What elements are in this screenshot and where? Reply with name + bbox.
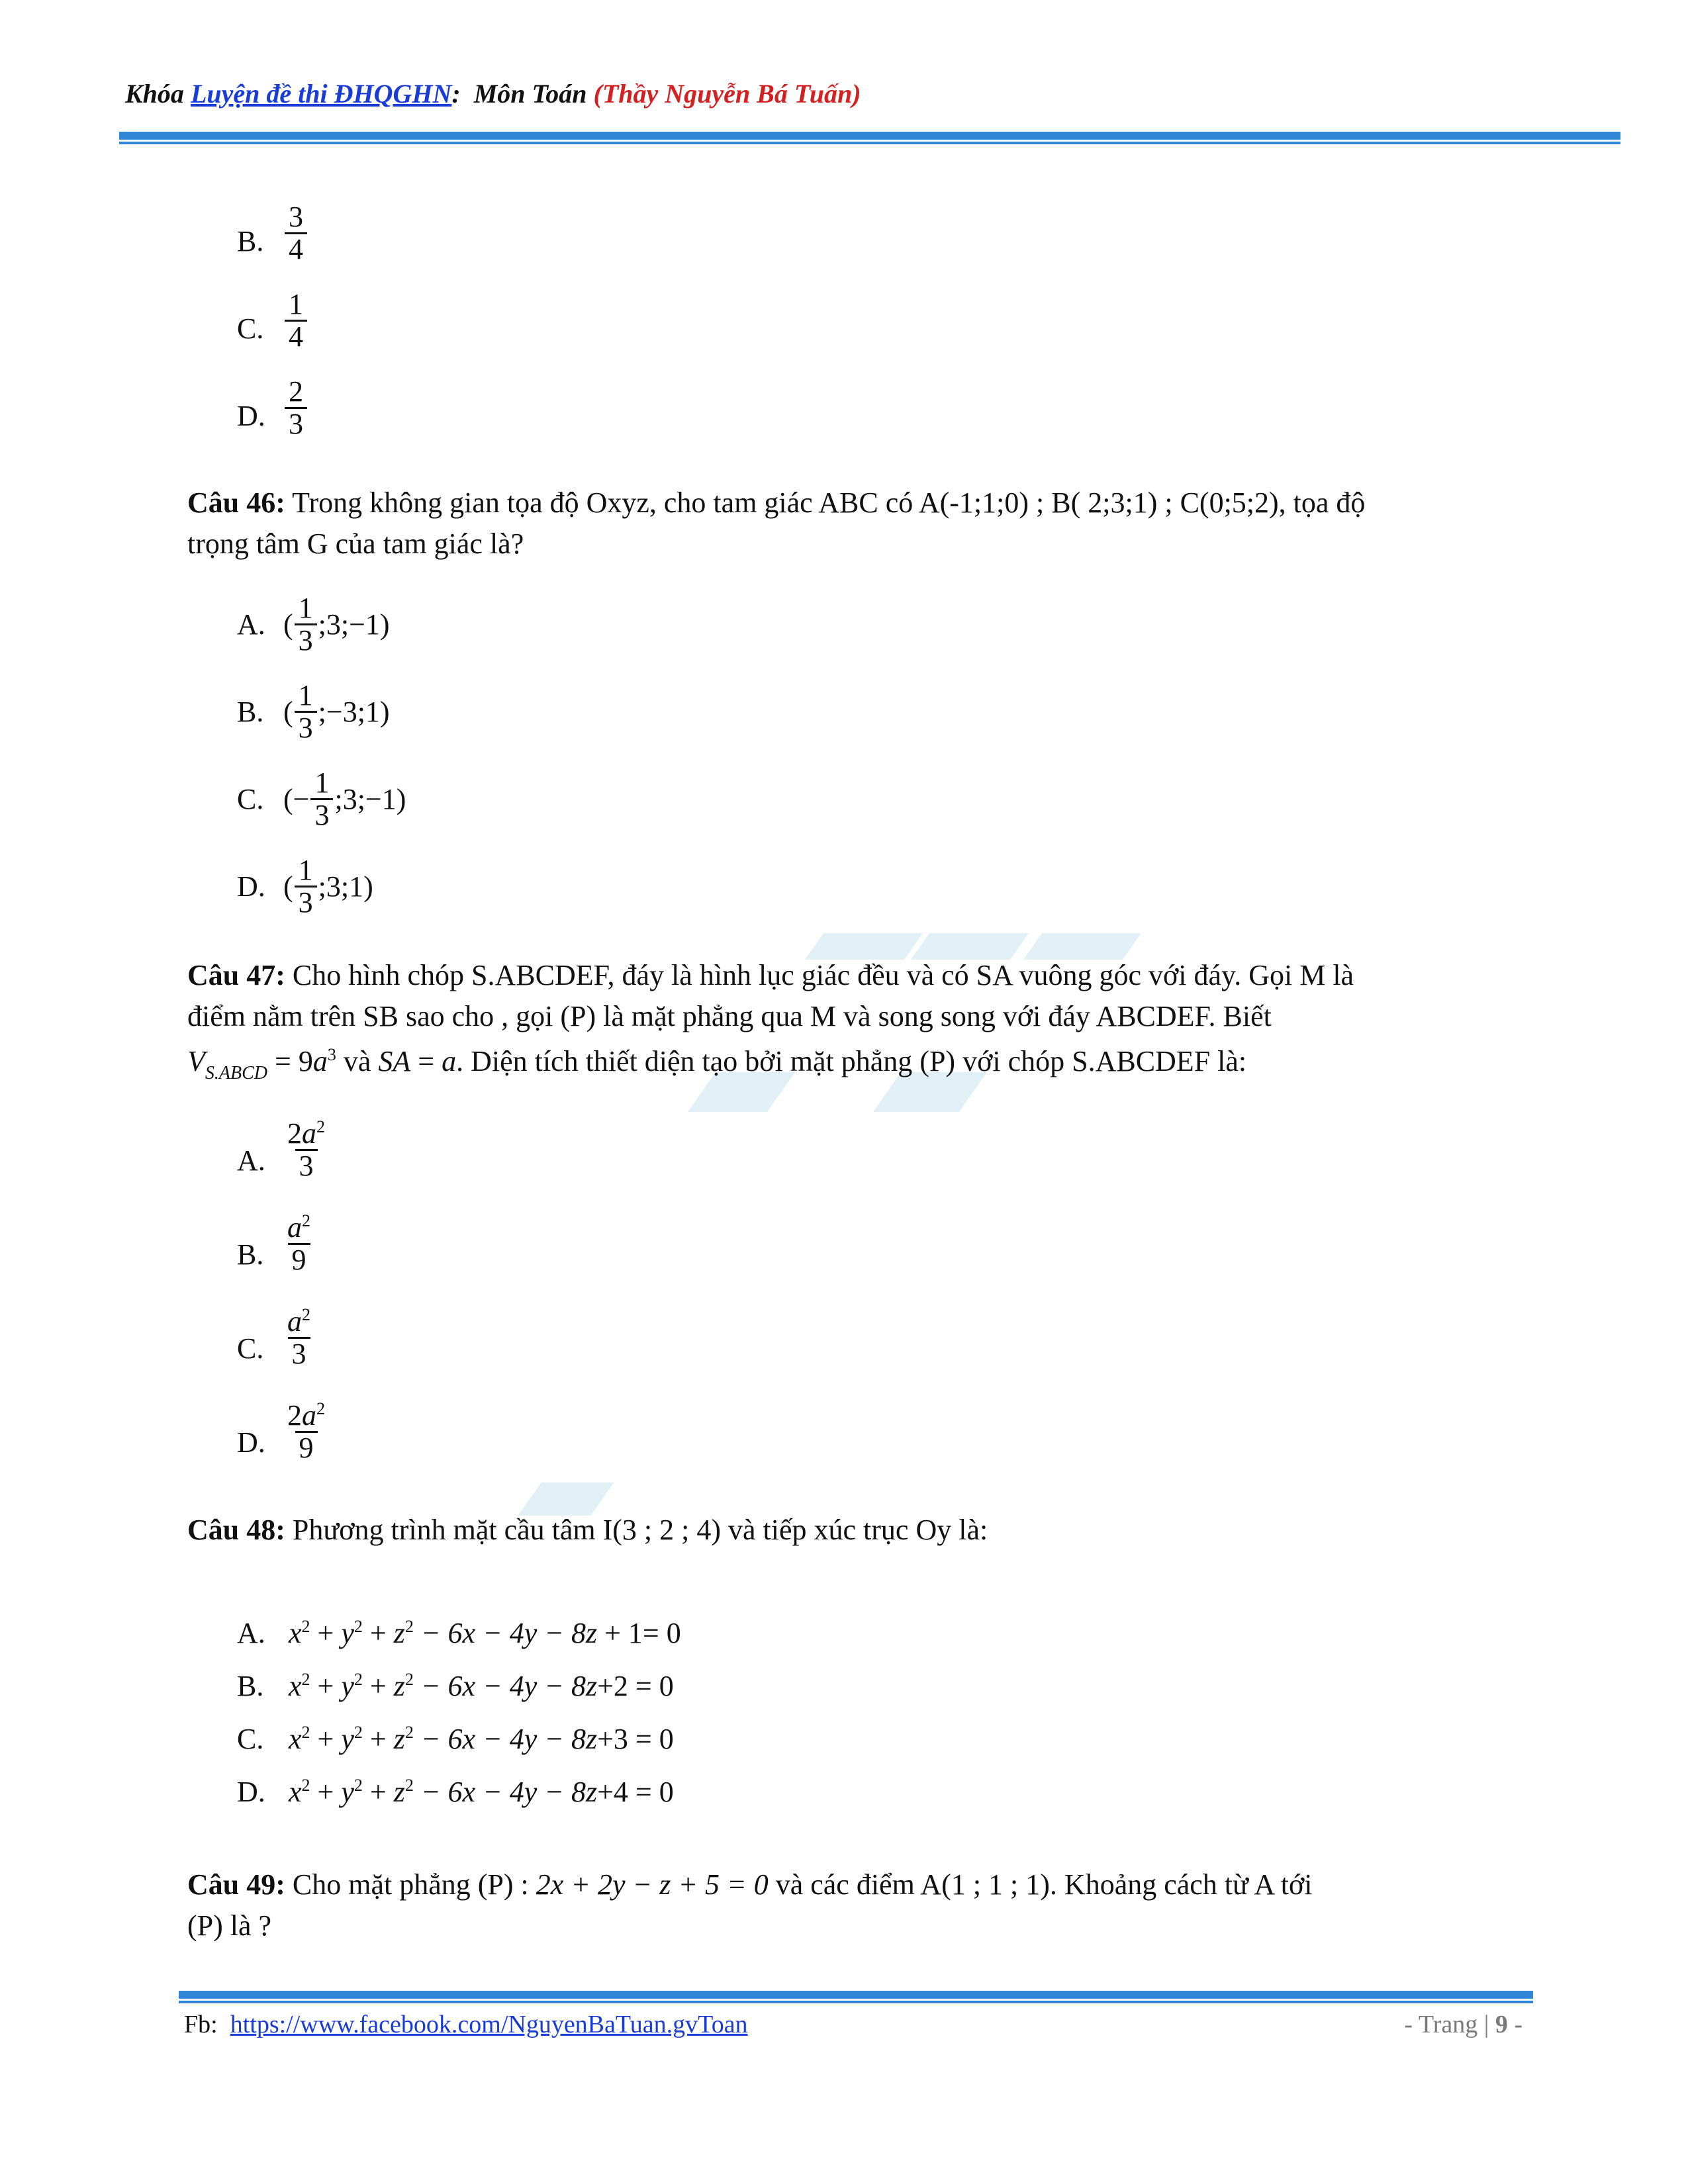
header-rule-thin xyxy=(119,142,1620,144)
q47-option-b[interactable] xyxy=(237,1212,568,1292)
q48-text xyxy=(187,1510,988,1550)
footer-rule-thin xyxy=(179,2001,1533,2003)
q46-option-d[interactable] xyxy=(237,850,634,923)
option-letter: B. xyxy=(237,696,264,728)
numerator xyxy=(283,1306,314,1337)
fraction xyxy=(285,377,307,439)
page-header xyxy=(125,78,861,109)
denominator: 3 xyxy=(285,407,307,439)
header-colon: : xyxy=(451,79,461,109)
fraction xyxy=(285,289,307,352)
coefficient: 2 xyxy=(287,1117,302,1150)
plane-equation: 2x + 2y − z + 5 = 0 xyxy=(536,1868,769,1901)
coordinates-rest: ;3;−1) xyxy=(318,608,390,641)
question-text: Trong không gian tọa độ Oxyz, cho tam giác ABC có A(-1;1;0) ; B( 2;3;1) ; C(0;5;2), tọa độ xyxy=(285,486,1366,519)
denominator: 9 xyxy=(288,1243,310,1275)
exponent: 2 xyxy=(302,1305,310,1324)
q48-option-a[interactable] xyxy=(237,1616,899,1656)
coordinates-rest: ;−3;1) xyxy=(318,695,390,728)
numerator: 1 xyxy=(298,678,313,711)
option-letter: C. xyxy=(237,1332,264,1365)
var-y: y xyxy=(341,1723,354,1755)
q46-option-a[interactable] xyxy=(237,588,634,660)
facebook-link[interactable]: https://www.facebook.com/NguyenBaTuan.gvToan xyxy=(230,2011,748,2038)
volume-exponent: 3 xyxy=(327,1045,336,1064)
sa-equals: = xyxy=(410,1045,442,1077)
numerator: 1 xyxy=(298,591,313,624)
option-letter: A. xyxy=(237,608,265,641)
q46-option-b[interactable] xyxy=(237,675,634,748)
question-text: Cho hình chóp S.ABCDEF, đáy là hình lục giác đều và có SA vuông góc với đáy. Gọi M là xyxy=(285,959,1354,991)
fb-label: Fb: xyxy=(184,2011,218,2038)
exponent: 2 xyxy=(301,1723,310,1742)
variable: a xyxy=(302,1117,316,1150)
exponent: 2 xyxy=(302,1211,310,1230)
var-x: x xyxy=(289,1670,302,1702)
q47-option-c[interactable] xyxy=(237,1306,568,1386)
exponent: 2 xyxy=(301,1670,310,1689)
option-letter: D. xyxy=(237,1426,265,1459)
numerator: 1 xyxy=(289,288,303,320)
q45-option-d[interactable] xyxy=(237,377,502,449)
option-letter: A. xyxy=(237,1617,265,1649)
denominator: 4 xyxy=(285,232,307,265)
sa-var: a xyxy=(442,1045,457,1077)
option-letter: A. xyxy=(237,1144,265,1177)
option-letter: C. xyxy=(237,783,264,815)
option-letter: D. xyxy=(237,870,265,903)
exponent: 2 xyxy=(404,1776,414,1795)
volume-var: a xyxy=(312,1045,328,1077)
q49-text-line1 xyxy=(187,1865,1313,1905)
question-text: Cho mặt phẳng (P) : xyxy=(285,1868,536,1901)
exponent: 2 xyxy=(301,1617,310,1636)
question-label: Câu 46: xyxy=(187,486,285,519)
volume-subscript: S.ABCD xyxy=(205,1063,267,1083)
page-prefix: - Trang | xyxy=(1404,2011,1495,2038)
numerator: 1 xyxy=(298,853,313,886)
var-x: x xyxy=(289,1776,302,1808)
page-number xyxy=(1404,2010,1523,2039)
question-label: Câu 49: xyxy=(187,1868,285,1901)
numerator: 1 xyxy=(314,766,330,799)
var-z: z xyxy=(393,1670,405,1702)
variable: a xyxy=(302,1399,316,1432)
sphere-equation: $x^2 + y^2 + z^2 - 6x - 4y - 8z+3 = 0$ xyxy=(289,1723,674,1755)
fraction xyxy=(283,1400,329,1463)
option-letter: B. xyxy=(237,225,264,257)
sa-symbol: SA xyxy=(378,1045,411,1077)
option-letter: B. xyxy=(237,1238,264,1271)
constant-term: +4 = 0 xyxy=(597,1776,674,1808)
q47-option-a[interactable] xyxy=(237,1118,568,1198)
variable: a xyxy=(287,1211,302,1244)
paren: ( xyxy=(283,870,293,903)
fraction xyxy=(283,1306,314,1369)
exponent: 2 xyxy=(316,1399,325,1418)
volume-symbol: V xyxy=(187,1045,205,1077)
question-text: trọng tâm G của tam giác là? xyxy=(187,527,524,560)
q47-text-line2 xyxy=(187,997,1272,1036)
sphere-equation: $x^2 + y^2 + z^2 - 6x - 4y - 8z+4 = 0$ xyxy=(289,1776,674,1808)
fraction xyxy=(295,680,317,743)
var-z: z xyxy=(393,1723,405,1755)
q47-text-line3 xyxy=(187,1042,1246,1081)
q49-text-line2 xyxy=(187,1906,271,1946)
numerator: 2 xyxy=(289,375,303,408)
fraction xyxy=(295,593,317,656)
footer-contact xyxy=(184,2010,748,2039)
fraction xyxy=(310,768,333,831)
question-label: Câu 47: xyxy=(187,959,285,991)
var-y: y xyxy=(341,1617,354,1649)
linear-terms: − 6x − 4y − 8z xyxy=(413,1670,598,1702)
var-y: y xyxy=(341,1670,354,1702)
var-y: y xyxy=(341,1776,354,1808)
paren: ( xyxy=(283,782,293,815)
page-suffix: - xyxy=(1507,2011,1523,2038)
volume-equals: = 9 xyxy=(267,1045,313,1077)
page-number-value: 9 xyxy=(1495,2011,1508,2038)
exponent: 2 xyxy=(353,1776,363,1795)
q48-option-c[interactable] xyxy=(237,1722,899,1762)
option-letter: D. xyxy=(237,1776,265,1808)
coordinates-rest: ;3;1) xyxy=(318,870,373,903)
numerator: 3 xyxy=(289,201,303,233)
paren: ( xyxy=(283,608,293,641)
linear-terms: − 6x − 4y − 8z xyxy=(413,1723,598,1755)
q45-option-b[interactable] xyxy=(237,202,502,275)
q46-text-line1 xyxy=(187,483,1365,523)
q45-option-c[interactable] xyxy=(237,289,502,362)
option-letter: C. xyxy=(237,312,264,345)
question-text: Phương trình mặt cầu tâm I(3 ; 2 ; 4) và tiếp xúc trục Oy là: xyxy=(285,1514,988,1546)
q48-option-b[interactable] xyxy=(237,1669,899,1709)
denominator: 4 xyxy=(285,320,307,352)
var-x: x xyxy=(289,1617,302,1649)
fraction xyxy=(285,202,307,265)
footer-rule xyxy=(179,1991,1533,1999)
course-link[interactable]: Luyện đề thi ĐHQGHN xyxy=(190,79,452,109)
numerator xyxy=(283,1212,314,1243)
and-word: và xyxy=(336,1045,379,1077)
numerator xyxy=(283,1118,329,1149)
question-text: và các điểm A(1 ; 1 ; 1). Khoảng cách từ A tới xyxy=(768,1868,1313,1901)
denominator: 3 xyxy=(288,1337,310,1369)
sphere-equation: $x^2 + y^2 + z^2 - 6x - 4y - 8z + 1= 0$ xyxy=(289,1617,681,1649)
paren: ( xyxy=(283,695,293,728)
sign: − xyxy=(293,782,310,815)
exponent: 2 xyxy=(301,1776,310,1795)
sphere-equation: $x^2 + y^2 + z^2 - 6x - 4y - 8z+2 = 0$ xyxy=(289,1670,674,1702)
denominator: 3 xyxy=(310,798,333,831)
q46-option-c[interactable] xyxy=(237,762,634,835)
q46-text-line2 xyxy=(187,524,524,564)
q48-option-d[interactable] xyxy=(237,1775,899,1815)
denominator: 3 xyxy=(295,711,317,743)
constant-term: + 1= 0 xyxy=(597,1617,681,1649)
fraction xyxy=(283,1118,329,1181)
coefficient: 2 xyxy=(287,1399,302,1432)
question-text: (P) là ? xyxy=(187,1909,272,1942)
linear-terms: − 6x − 4y − 8z xyxy=(413,1776,598,1808)
denominator: 3 xyxy=(295,1149,318,1181)
exponent: 2 xyxy=(353,1723,363,1742)
option-letter: C. xyxy=(237,1723,264,1755)
linear-terms: − 6x − 4y − 8z xyxy=(413,1617,598,1649)
fraction xyxy=(283,1212,314,1275)
constant-term: +2 = 0 xyxy=(597,1670,674,1702)
var-z: z xyxy=(393,1617,405,1649)
header-rule xyxy=(119,132,1620,140)
variable: a xyxy=(287,1305,302,1338)
q47-text-line1 xyxy=(187,956,1354,995)
exponent: 2 xyxy=(353,1617,363,1636)
var-x: x xyxy=(289,1723,302,1755)
numerator xyxy=(283,1400,329,1431)
question-text: . Diện tích thiết diện tạo bởi mặt phẳng (P) với chóp S.ABCDEF là: xyxy=(456,1045,1247,1077)
exponent: 2 xyxy=(404,1670,414,1689)
option-letter: B. xyxy=(237,1670,264,1702)
constant-term: +3 = 0 xyxy=(597,1723,674,1755)
fraction xyxy=(295,855,317,918)
denominator: 3 xyxy=(295,886,317,918)
option-letter: D. xyxy=(237,400,265,432)
var-z: z xyxy=(393,1776,405,1808)
exponent: 2 xyxy=(353,1670,363,1689)
q47-option-d[interactable] xyxy=(237,1400,568,1480)
header-subject: Môn Toán xyxy=(473,79,587,109)
question-text: điểm nằm trên SB sao cho , gọi (P) là mặt phẳng qua M và song song với đáy ABCDEF. Biết xyxy=(187,1000,1272,1032)
header-prefix: Khóa xyxy=(125,79,191,109)
denominator: 9 xyxy=(295,1431,318,1463)
question-label: Câu 48: xyxy=(187,1514,285,1546)
coordinates-rest: ;3;−1) xyxy=(334,782,406,815)
exponent: 2 xyxy=(316,1117,325,1136)
header-teacher: (Thầy Nguyễn Bá Tuấn) xyxy=(593,79,861,109)
denominator: 3 xyxy=(295,623,317,656)
exponent: 2 xyxy=(404,1617,414,1636)
exponent: 2 xyxy=(404,1723,414,1742)
